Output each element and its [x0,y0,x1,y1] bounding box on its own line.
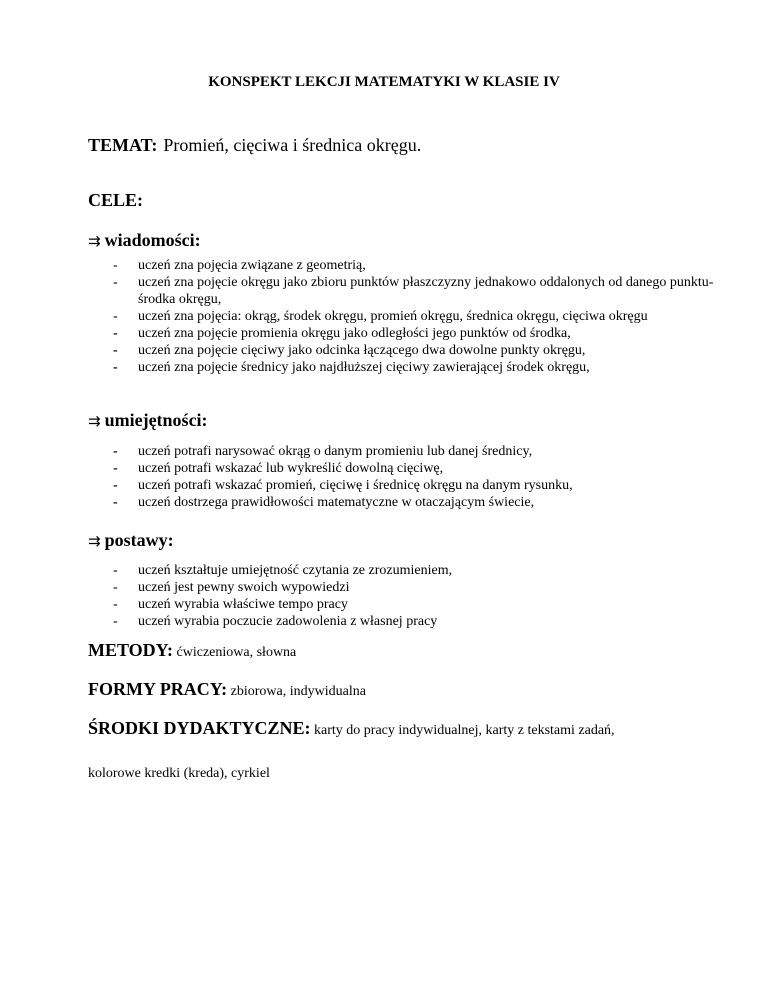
skills-heading-text: umiejętności: [104,410,208,430]
dash-bullet: - [113,478,118,493]
list-item-text: uczeń kształtuje umiejętność czytania ze zrozumieniem, [138,563,453,578]
dash-bullet: - [113,309,118,324]
attitudes-list [113,562,733,630]
dash-bullet: - [113,258,118,273]
attitudes-heading [88,530,174,551]
list-item-text: uczeń potrafi wskazać lub wykreślić dowolną cięciwę, [138,461,444,476]
dash-bullet: - [113,580,118,595]
dash-bullet: - [113,326,118,341]
dash-bullet: - [113,461,118,476]
list-item [113,325,733,342]
dash-bullet: - [113,597,118,612]
list-item [113,342,733,359]
list-item-text: uczeń potrafi wskazać promień, cięciwę i średnicę okręgu na danym rysunku, [138,478,573,493]
dash-bullet: - [113,360,118,375]
list-item [113,613,733,630]
list-item [113,579,733,596]
topic-text: Promień, cięciwa i średnica okręgu. [163,135,422,155]
dash-bullet: - [113,614,118,629]
list-item-text: uczeń zna pojęcia związane z geometrią, [138,258,366,273]
work-forms-line [88,679,366,700]
arrow-bullet-icon: ⇉ [88,532,101,550]
list-item-text: uczeń zna pojęcie średnicy jako najdłuższej cięciwy zawierającej środek okręgu, [138,360,590,375]
knowledge-heading-text: wiadomości: [104,230,201,250]
list-item-text: uczeń wyrabia poczucie zadowolenia z własnej pracy [138,614,438,629]
list-item-text: uczeń wyrabia właściwe tempo pracy [138,597,348,612]
teaching-aids-continued: kolorowe kredki (kreda), cyrkiel [88,766,270,781]
knowledge-list [113,257,733,376]
methods-text: ćwiczeniowa, słowna [176,645,297,660]
dash-bullet: - [113,444,118,459]
attitudes-heading-text: postawy: [104,530,174,550]
methods-label: METODY: [88,640,174,660]
list-item [113,477,733,494]
list-item-text: uczeń zna pojęcie promienia okręgu jako odległości jego punktów od środka, [138,326,571,341]
arrow-bullet-icon: ⇉ [88,232,101,250]
list-item-text: uczeń jest pewny swoich wypowiedzi [138,580,350,595]
skills-list [113,443,733,511]
list-item [113,494,733,511]
list-item [113,460,733,477]
skills-heading [88,410,208,431]
dash-bullet: - [113,495,118,510]
dash-bullet: - [113,275,118,290]
list-item [113,257,733,274]
document-title: KONSPEKT LEKCJI MATEMATYKI W KLASIE IV [208,74,560,90]
dash-bullet: - [113,563,118,578]
list-item [113,274,733,308]
knowledge-heading [88,230,201,251]
list-item [113,562,733,579]
teaching-aids-text: karty do pracy indywidualnej, karty z tekstami zadań, [314,723,615,738]
topic-line [88,135,421,156]
arrow-bullet-icon: ⇉ [88,412,101,430]
list-item-text: uczeń potrafi narysować okrąg o danym promieniu lub danej średnicy, [138,444,533,459]
work-forms-label: FORMY PRACY: [88,679,228,699]
teaching-aids-label: ŚRODKI DYDAKTYCZNE: [88,718,311,738]
goals-heading: CELE: [88,190,144,210]
list-item [113,596,733,613]
list-item-text: uczeń dostrzega prawidłowości matematyczne w otaczającym świecie, [138,495,535,510]
list-item [113,308,733,325]
topic-label: TEMAT: [88,135,158,155]
teaching-aids-line [88,718,615,739]
list-item [113,359,733,376]
list-item-text: uczeń zna pojęcie cięciwy jako odcinka łączącego dwa dowolne punkty okręgu, [138,343,586,358]
list-item [113,443,733,460]
list-item-text: uczeń zna pojęcie okręgu jako zbioru punktów płaszczyzny jednakowo oddalonych od danego punktu- środka okręgu, [138,275,714,307]
dash-bullet: - [113,343,118,358]
work-forms-text: zbiorowa, indywidualna [230,684,366,699]
methods-line [88,640,296,661]
list-item-text: uczeń zna pojęcia: okrąg, środek okręgu, promień okręgu, średnica okręgu, cięciwa okręgu [138,309,648,324]
